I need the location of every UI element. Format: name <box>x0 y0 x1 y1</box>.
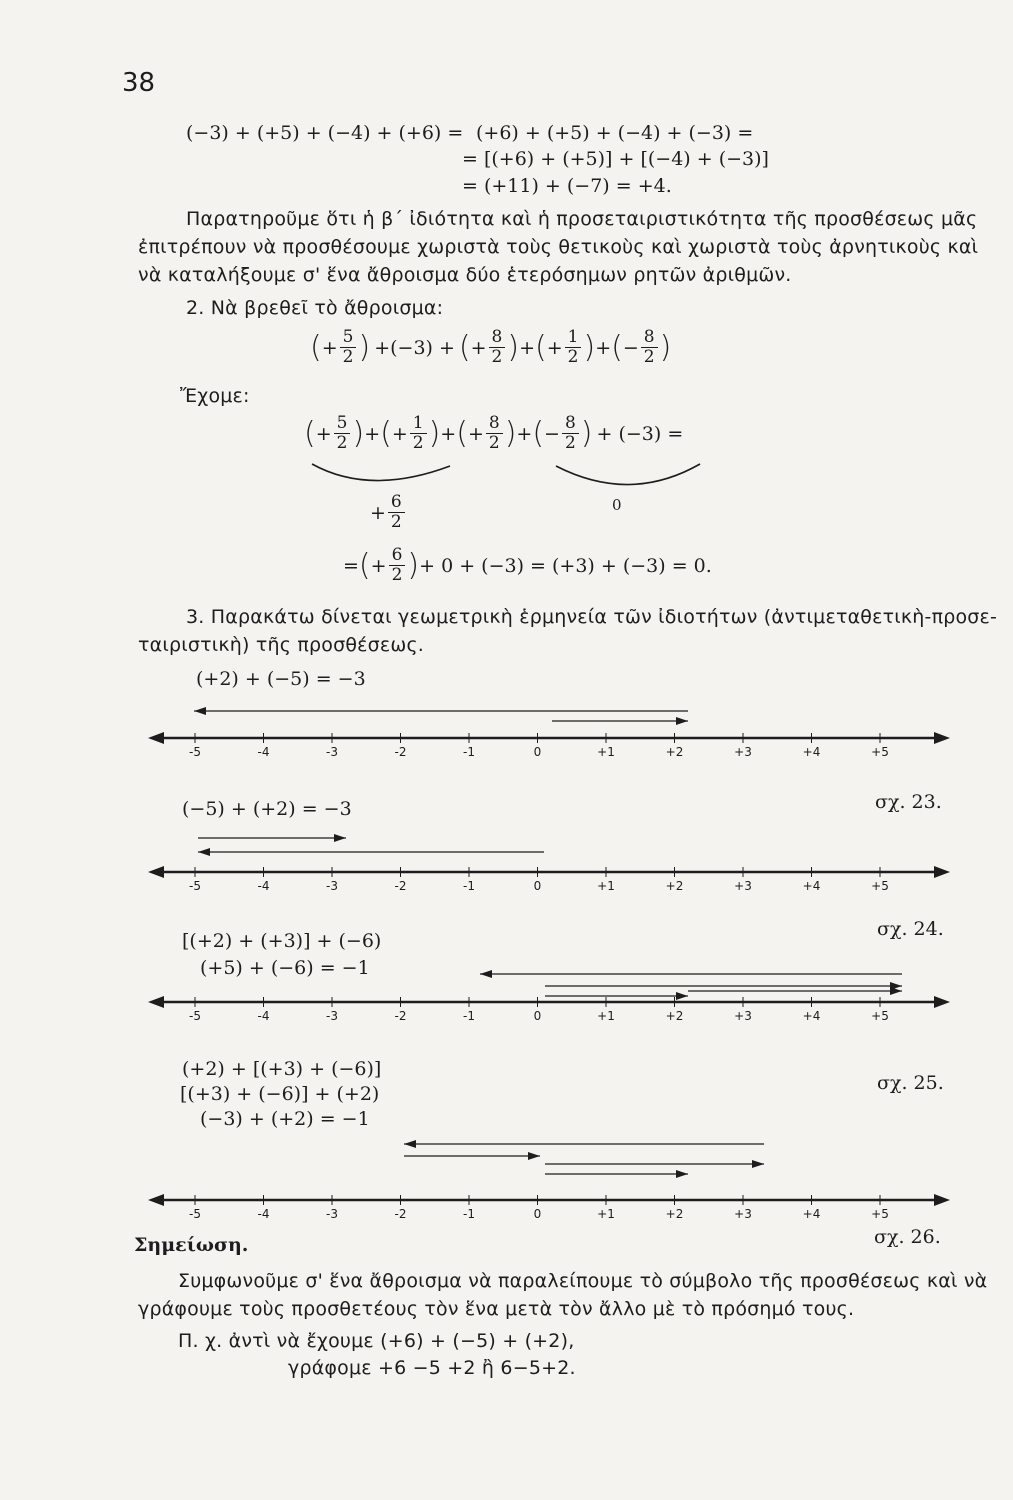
number-line-tick-label: -5 <box>189 745 201 759</box>
number-line-tick-label: -1 <box>463 1009 475 1023</box>
number-line-left-arrow <box>148 1194 164 1206</box>
number-line-tick-label: +2 <box>665 745 684 759</box>
number-line-tick-label: +3 <box>734 879 752 893</box>
number-line-tick-label: +3 <box>734 745 752 759</box>
number-line-tick-label: +5 <box>871 1009 889 1023</box>
fig25-arrowhead <box>480 970 492 978</box>
number-line-tick-label: +1 <box>597 745 615 759</box>
number-line-tick-label: +1 <box>597 879 615 893</box>
fig26-arrowhead <box>528 1152 540 1160</box>
number-line-tick-label: -4 <box>257 745 270 759</box>
number-line-right-arrow <box>934 996 950 1008</box>
fig26-arrowhead <box>404 1140 416 1148</box>
fig25-arrowhead <box>890 987 902 995</box>
number-line-tick-label: -1 <box>463 879 475 893</box>
group2-result: 0 <box>612 496 622 514</box>
item2-expression2: ( + $\frac{5}{2}$ ) + ( + $\frac{1}{2}$ ) + ( + $\frac{8}{2}$ ) + ( − $\frac{8}{2}$ ) + (−3) = <box>304 413 684 453</box>
number-line-left-arrow <box>148 732 164 744</box>
number-line-tick-label: -3 <box>326 879 338 893</box>
number-line-tick-label: -3 <box>326 745 338 759</box>
opening-line3: = (+11) + (−7) = +4. <box>462 175 672 197</box>
note-title: Σημείωση. <box>134 1234 249 1256</box>
fig26-equation2: [(+3) + (−6)] + (+2) <box>180 1083 380 1105</box>
number-line-tick-label: +3 <box>734 1207 752 1221</box>
number-line-tick-label: +5 <box>871 1207 889 1221</box>
number-line-tick-label: +4 <box>802 879 821 893</box>
note-line1: Συμφωνοῦμε σ' ἕνα ἄθροισμα νὰ παραλείπουμε τὸ σύμβολο τῆς προσθέσεως καὶ νὰ <box>178 1270 988 1292</box>
fig25-arrowhead <box>676 992 688 1000</box>
opening-line1-left: (−3) + (+5) + (−4) + (+6) = <box>186 122 464 144</box>
number-line-tick-label: -2 <box>394 879 407 893</box>
opening-line2: = [(+6) + (+5)] + [(−4) + (−3)] <box>462 148 769 170</box>
number-line-tick-label: 0 <box>533 1207 542 1221</box>
number-line-tick-label: +4 <box>802 1009 821 1023</box>
fig24-arrowhead <box>334 834 346 842</box>
fig23-diagram <box>140 690 970 770</box>
fig26-arrowhead <box>676 1170 688 1178</box>
note-line4: γράφομε +6 −5 +2 ἢ 6−5+2. <box>288 1357 576 1379</box>
fig24-caption: σχ. 24. <box>877 918 944 940</box>
we-have-label: Ἔχομε: <box>180 385 250 407</box>
number-line-tick-label: +2 <box>665 1009 684 1023</box>
number-line-tick-label: +4 <box>802 1207 821 1221</box>
number-line-tick-label: +3 <box>734 1009 752 1023</box>
number-line-right-arrow <box>934 866 950 878</box>
fig23-arrowhead <box>676 717 688 725</box>
fig23-equation: (+2) + (−5) = −3 <box>196 668 366 690</box>
number-line-left-arrow <box>148 996 164 1008</box>
number-line-tick-label: +1 <box>597 1207 615 1221</box>
number-line-right-arrow <box>934 1194 950 1206</box>
number-line-tick-label: 0 <box>533 879 542 893</box>
number-line-tick-label: -4 <box>257 879 270 893</box>
number-line-right-arrow <box>934 732 950 744</box>
number-line-tick-label: -2 <box>394 1207 407 1221</box>
fig26-arrowhead <box>752 1160 764 1168</box>
number-line-tick-label: -1 <box>463 745 475 759</box>
note-line2: γράφουμε τοὺς προσθετέους τὸν ἕνα μετὰ τὸν ἄλλο μὲ τὸ πρόσημό τους. <box>138 1298 855 1320</box>
fig25-equation2: (+5) + (−6) = −1 <box>200 957 370 979</box>
fig23-caption: σχ. 23. <box>875 791 942 813</box>
number-line-tick-label: -3 <box>326 1009 338 1023</box>
fig26-equation3: (−3) + (+2) = −1 <box>200 1108 370 1130</box>
number-line-tick-label: -3 <box>326 1207 338 1221</box>
fig23-arrowhead <box>194 707 206 715</box>
item2-expression1: ( + $\frac{5}{2}$ ) +(−3) + ( + $\frac{8}{2}$ ) + ( + $\frac{1}{2}$ ) + ( − $\frac{8}{2}$ ) <box>310 327 672 367</box>
item3-line1: 3. Παρακάτω δίνεται γεωμετρικὴ ἑρμηνεία τῶν ἰδιοτήτων (ἀντιμεταθετικὴ-προσε- <box>186 606 998 628</box>
number-line-tick-label: +5 <box>871 745 889 759</box>
paragraph1-line3: νὰ καταλήξουμε σ' ἕνα ἄθροισμα δύο ἑτερόσημων ρητῶν ἀριθμῶν. <box>138 264 792 286</box>
item2-heading: 2. Νὰ βρεθεῖ τὸ ἄθροισμα: <box>186 297 444 319</box>
opening-line1-right: (+6) + (+5) + (−4) + (−3) = <box>476 122 754 144</box>
fig25-equation1: [(+2) + (+3)] + (−6) <box>182 930 382 952</box>
paragraph1-line1: Παρατηροῦμε ὅτι ἡ β΄ ἰδιότητα καὶ ἡ προσεταιριστικότητα τῆς προσθέσεως μᾶς <box>186 208 978 230</box>
number-line-tick-label: -5 <box>189 1009 201 1023</box>
number-line-tick-label: +2 <box>665 1207 684 1221</box>
number-line-tick-label: 0 <box>533 745 542 759</box>
number-line-tick-label: +5 <box>871 879 889 893</box>
number-line-tick-label: 0 <box>533 1009 542 1023</box>
number-line-tick-label: -2 <box>394 745 407 759</box>
number-line-tick-label: -2 <box>394 1009 407 1023</box>
paragraph1-line2: ἐπιτρέπουν νὰ προσθέσουμε χωριστὰ τοὺς θετικοὺς καὶ χωριστὰ τοὺς ἀρνητικοὺς καὶ <box>138 236 979 258</box>
item3-line2: ταιριστικὴ) τῆς προσθέσεως. <box>138 634 425 656</box>
fig25-diagram <box>140 960 970 1060</box>
number-line-tick-label: +1 <box>597 1009 615 1023</box>
number-line-tick-label: -4 <box>257 1009 270 1023</box>
fig24-equation: (−5) + (+2) = −3 <box>182 798 352 820</box>
page-number: 38 <box>122 68 156 98</box>
fig25-caption: σχ. 25. <box>877 1072 944 1094</box>
group1-result: + $\frac{6}{2}$ <box>370 493 407 532</box>
fig24-arrowhead <box>198 848 210 856</box>
number-line-tick-label: -1 <box>463 1207 475 1221</box>
number-line-tick-label: -4 <box>257 1207 270 1221</box>
fig26-diagram <box>140 1130 970 1225</box>
number-line-left-arrow <box>148 866 164 878</box>
fig26-equation1: (+2) + [(+3) + (−6)] <box>182 1058 382 1080</box>
note-line3: Π. χ. ἀντὶ νὰ ἔχουμε (+6) + (−5) + (+2), <box>178 1330 575 1352</box>
grouping-braces <box>300 460 720 500</box>
number-line-tick-label: +2 <box>665 879 684 893</box>
item2-final: = ( + $\frac{6}{2}$ ) + 0 + (−3) = (+3) + (−3) = 0. <box>343 545 712 585</box>
number-line-tick-label: +4 <box>802 745 821 759</box>
number-line-tick-label: -5 <box>189 1207 201 1221</box>
fig26-caption: σχ. 26. <box>874 1226 941 1248</box>
number-line-tick-label: -5 <box>189 879 201 893</box>
fig24-diagram <box>140 822 970 902</box>
